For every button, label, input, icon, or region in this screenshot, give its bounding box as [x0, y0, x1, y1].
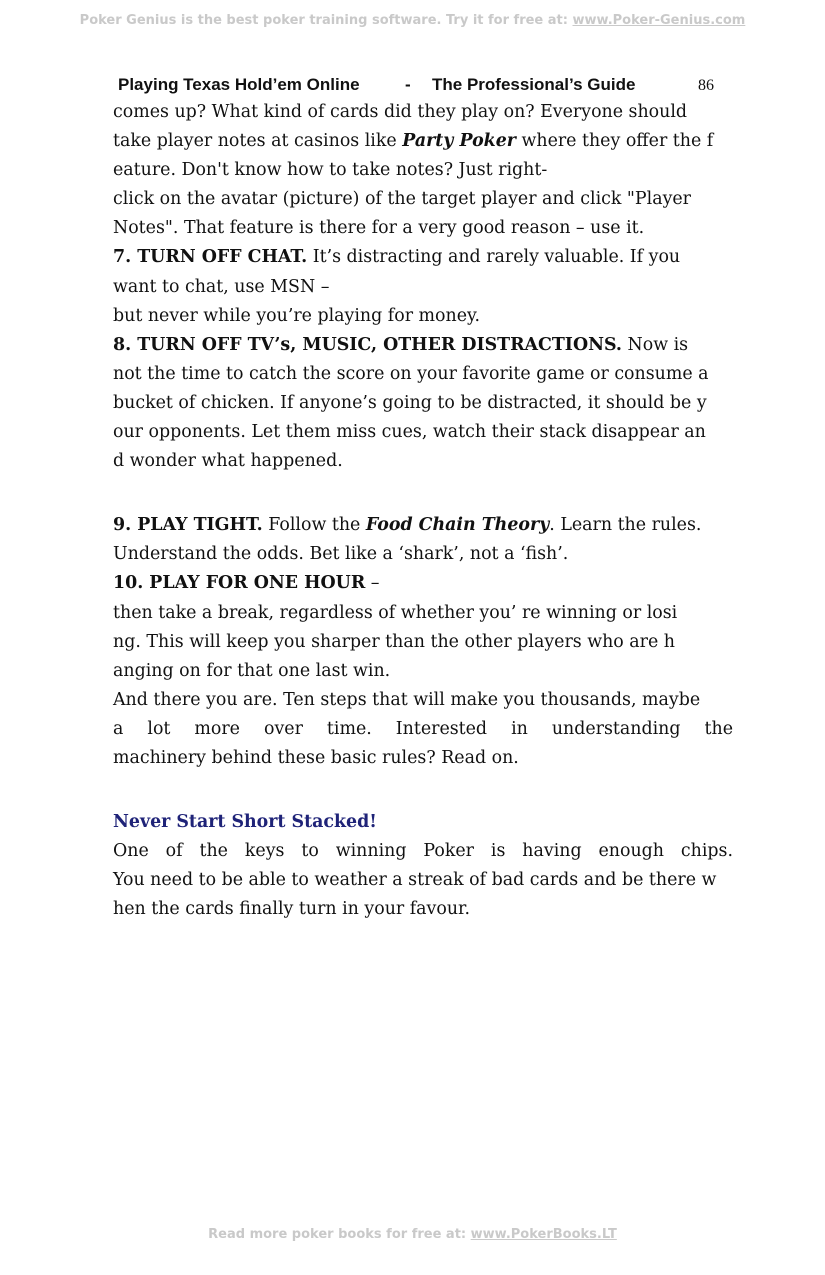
page-number: 86	[698, 77, 714, 94]
body-line: anging on for that one last win.	[113, 660, 391, 681]
body-line: want to chat, use MSN –	[113, 276, 330, 297]
step-7	[113, 243, 733, 272]
text-run: –	[365, 573, 380, 594]
body-line: And there you are. Ten steps that will make you thousands, maybe	[113, 689, 701, 710]
body-line: ng. This will keep you sharper than the other players who are h	[113, 631, 675, 652]
body-line: One of the keys to winning Poker is having enough chips.	[113, 841, 733, 862]
body-line: our opponents. Let them miss cues, watch their stack disappear an	[113, 422, 706, 443]
header-separator: -	[405, 75, 411, 94]
body-line: click on the avatar (picture) of the target player and click "Player	[113, 189, 691, 210]
pokerbooks-link[interactable]: www.PokerBooks.LT	[470, 1227, 617, 1242]
top-promo-banner	[0, 13, 825, 28]
body-line: Understand the odds. Bet like a ‘shark’, not a ‘fish’.	[113, 544, 569, 565]
text-run: take player notes at casinos like	[113, 131, 403, 152]
party-poker-emphasis: Party Poker	[402, 131, 516, 152]
body-line: a lot more over time. Interested in understanding the	[113, 718, 733, 739]
text-run: . Learn the rules.	[549, 515, 702, 536]
body-line: not the time to catch the score on your favorite game or consume a	[113, 363, 709, 384]
step-9	[113, 511, 733, 540]
step-10	[113, 569, 733, 598]
text-run: Now is	[621, 334, 689, 355]
text-run: Follow the	[262, 515, 366, 536]
body-line: d wonder what happened.	[113, 451, 343, 472]
section-heading: Never Start Short Stacked!	[113, 812, 377, 833]
body-line: bucket of chicken. If anyone’s going to be distracted, it should be y	[113, 392, 707, 413]
body-line: Notes". That feature is there for a very good reason – use it.	[113, 218, 645, 239]
body-line: You need to be able to weather a streak of bad cards and be there w	[113, 870, 717, 891]
body-line: then take a break, regardless of whether you’ re winning or losi	[113, 602, 678, 623]
bottom-promo-text: Read more poker books for free at:	[208, 1227, 471, 1242]
step-9-label: 9. PLAY TIGHT.	[113, 515, 263, 536]
step-7-label: 7. TURN OFF CHAT.	[113, 247, 308, 268]
page-body	[113, 98, 733, 924]
bottom-promo-banner	[0, 1227, 825, 1242]
text-run: where they offer the f	[515, 131, 714, 152]
step-8-label: 8. TURN OFF TV’s, MUSIC, OTHER DISTRACTIONS.	[113, 334, 622, 355]
body-line: hen the cards finally turn in your favour.	[113, 899, 470, 920]
step-10-label: 10. PLAY FOR ONE HOUR	[113, 573, 366, 594]
book-subtitle: The Professional’s Guide	[432, 75, 636, 94]
food-chain-theory-emphasis: Food Chain Theory	[365, 515, 550, 536]
paragraph-gap	[113, 773, 733, 808]
body-line: but never while you’re playing for money.	[113, 305, 481, 326]
book-title: Playing Texas Hold’em Online	[118, 75, 360, 94]
body-line	[113, 127, 733, 156]
paragraph-gap	[113, 476, 733, 511]
step-8	[113, 331, 733, 360]
body-line: machinery behind these basic rules? Read on.	[113, 747, 519, 768]
running-header	[118, 75, 718, 99]
text-run: It’s distracting and rarely valuable. If you	[307, 247, 681, 268]
top-promo-text: Poker Genius is the best poker training software. Try it for free at:	[79, 13, 573, 28]
body-line: comes up? What kind of cards did they play on? Everyone should	[113, 102, 688, 122]
poker-genius-link[interactable]: www.Poker-Genius.com	[572, 13, 746, 28]
body-line: eature. Don't know how to take notes? Just right-	[113, 160, 548, 181]
